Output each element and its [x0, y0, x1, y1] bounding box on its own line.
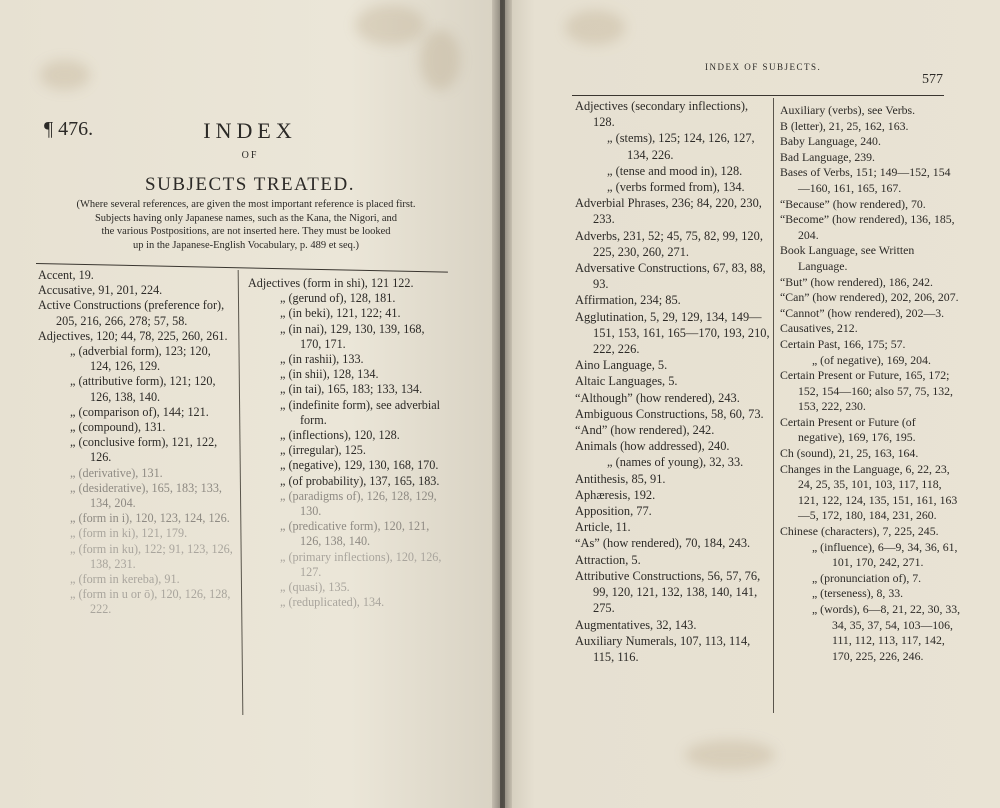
index-entry: „ (form in u or ō), 120, 126, 128, 222. [70, 587, 231, 617]
index-entry: Apposition, 77. [575, 504, 652, 519]
index-entry: „ (comparison of), 144; 121. [70, 404, 209, 419]
index-entry: Certain Past, 166, 175; 57. [780, 336, 906, 351]
note-line: Subjects having only Japanese names, such as the Kana, the Nigori, and [94, 212, 398, 224]
column-divider [238, 270, 244, 715]
index-entry: “And” (how rendered), 242. [575, 423, 715, 438]
index-entry: Augmentatives, 32, 143. [575, 617, 697, 632]
paper-stain [565, 10, 625, 45]
index-entry: Aphæresis, 192. [575, 487, 656, 502]
index-entry: Altaic Languages, 5. [575, 374, 678, 389]
index-entry: Attraction, 5. [575, 552, 641, 567]
index-entry: “Become” (how rendered), 136, 185, 204. [780, 212, 955, 242]
index-entry: „ (quasi), 135. [280, 580, 350, 595]
book-gutter [492, 0, 512, 808]
index-entry: “Although” (how rendered), 243. [575, 390, 740, 405]
index-entry: „ (in beki), 121, 122; 41. [280, 306, 401, 321]
index-entry: „ (compound), 131. [70, 420, 166, 435]
index-entry: „ (form in ki), 121, 179. [70, 526, 188, 541]
index-entry: “Cannot” (how rendered), 202—3. [780, 305, 945, 320]
note-line: up in the Japanese-English Vocabulary, p. 489 et seq.) [132, 239, 360, 251]
index-entry: „ (reduplicated), 134. [280, 595, 385, 610]
index-entry: Book Language, see Written Language. [780, 243, 915, 273]
index-entry: „ (tense and mood in), 128. [607, 163, 743, 178]
index-entry: „ (attributive form), 121; 120, 126, 138, 140. [70, 374, 216, 404]
note-line: (Where several references, are given the most important reference is placed first. [76, 199, 416, 210]
index-entry: „ (in rashii), 133. [280, 352, 364, 367]
index-entry: Chinese (characters), 7, 225, 245. [780, 524, 939, 539]
paper-stain [685, 740, 775, 770]
index-entry: Animals (how addressed), 240. [575, 439, 730, 454]
index-entry: Agglutination, 5, 29, 129, 134, 149—151, 153, 161, 165—170, 193, 210, 222, 226. [575, 309, 770, 357]
index-entry: Ch (sound), 21, 25, 163, 164. [780, 446, 919, 461]
index-entry: Active Constructions (preference for), 205, 216, 266, 278; 57, 58. [38, 298, 225, 328]
index-entry: Certain Present or Future (of negative), 169, 176, 195. [780, 414, 916, 445]
index-entry: B (letter), 21, 25, 162, 163. [780, 118, 909, 133]
index-entry: Adjectives (secondary inflections), 128. [575, 99, 749, 130]
page-number: 577 [922, 72, 943, 87]
index-entry: „ (influence), 6—9, 34, 36, 61, 101, 170, 242, 271. [812, 539, 958, 570]
index-entry: „ (terseness), 8, 33. [812, 586, 904, 601]
index-entry: “But” (how rendered), 186, 242. [780, 274, 933, 289]
index-entry: „ (predicative form), 120, 121, 126, 138, 140. [280, 519, 430, 549]
index-note [36, 198, 456, 252]
paper-stain [420, 30, 460, 90]
index-entry: „ (of negative), 169, 204. [812, 352, 931, 367]
index-entry: Changes in the Language, 6, 22, 23, 24, 25, 35, 101, 103, 117, 118, 121, 122, 124, 135, 151, 161, 163—5, 172, 180, 184, 231, 260. [780, 461, 958, 523]
paper-stain [355, 5, 425, 45]
note-line: the various Postpositions, are not inserted here. They must be looked [101, 226, 391, 237]
index-entry: „ (words), 6—8, 21, 22, 30, 33, 34, 35, 37, 54, 103—106, 111, 112, 113, 117, 142, 170, 225, 226, 246. [812, 602, 961, 663]
index-entry: „ (derivative), 131. [70, 465, 163, 480]
index-entry: Adverbs, 231, 52; 45, 75, 82, 99, 120, 225, 230, 260, 271. [575, 228, 763, 259]
index-entry: „ (conclusive form), 121, 122, 126. [70, 435, 218, 465]
index-column-right-2 [780, 103, 962, 664]
index-entry: „ (verbs formed from), 134. [607, 180, 745, 195]
page-title: INDEX [203, 118, 297, 143]
paper-stain [40, 60, 90, 90]
index-entry: „ (paradigms of), 126, 128, 129, 130. [280, 488, 437, 519]
index-entry: „ (form in ku), 122; 91, 123, 126, 138, 231. [70, 541, 233, 571]
section-mark: ¶ 476. [44, 118, 94, 140]
index-entry: „ (in shii), 128, 134. [280, 367, 379, 382]
index-entry: Aino Language, 5. [575, 358, 668, 373]
index-entry: „ (primary inflections), 120, 126, 127. [280, 549, 442, 579]
page-subtitle: SUBJECTS TREATED. [145, 174, 355, 195]
index-entry: Bases of Verbs, 151; 149—152, 154 —160, 161, 165, 167. [780, 165, 951, 195]
index-entry: „ (negative), 129, 130, 168, 170. [280, 458, 439, 473]
index-entry: „ (form in kereba), 91. [70, 572, 180, 587]
index-entry: Adverbial Phrases, 236; 84, 220, 230, 233. [575, 196, 762, 227]
index-column-right-1 [575, 98, 771, 665]
running-head: INDEX OF SUBJECTS. [705, 62, 822, 72]
index-entry: Certain Present or Future, 165, 172; 152, 154—160; also 57, 75, 132, 153, 222, 230. [780, 368, 953, 414]
index-entry: Article, 11. [575, 520, 631, 535]
index-entry: „ (desiderative), 165, 183; 133, 134, 204. [70, 480, 222, 511]
index-entry: Causatives, 212. [780, 321, 858, 336]
index-entry: “As” (how rendered), 70, 184, 243. [575, 536, 751, 551]
index-entry: Affirmation, 234; 85. [575, 293, 681, 308]
index-entry: “Can” (how rendered), 202, 206, 207. [780, 290, 959, 305]
index-entry: Antithesis, 85, 91. [575, 471, 666, 486]
index-entry: Baby Language, 240. [780, 134, 881, 149]
index-entry: „ (gerund of), 128, 181. [280, 291, 396, 306]
index-entry: „ (names of young), 32, 33. [607, 455, 744, 470]
index-entry: Adjectives, 120; 44, 78, 225, 260, 261. [38, 328, 228, 343]
index-entry: „ (irregular), 125. [280, 443, 366, 458]
horizontal-rule [572, 95, 944, 96]
index-entry: „ (indefinite form), see adverbial form. [280, 397, 441, 427]
index-entry: „ (in nai), 129, 130, 139, 168, 170, 171. [280, 321, 425, 351]
index-column-left-1 [38, 268, 234, 618]
index-entry: „ (inflections), 120, 128. [280, 428, 400, 443]
index-entry: Accusative, 91, 201, 224. [38, 283, 163, 298]
index-entry: Auxiliary Numerals, 107, 113, 114, 115, 116. [575, 633, 751, 664]
index-entry: „ (pronunciation of), 7. [812, 570, 922, 585]
index-entry: “Because” (how rendered), 70. [780, 196, 926, 211]
index-column-left-2 [248, 276, 448, 610]
index-entry: Adjectives (form in shi), 121 122. [248, 276, 414, 290]
index-entry: „ (adverbial form), 123; 120, 124, 126, 129. [70, 344, 211, 374]
column-divider [773, 98, 774, 713]
index-entry: Accent, 19. [38, 268, 94, 282]
index-entry: Bad Language, 239. [780, 149, 876, 164]
index-entry: Adversative Constructions, 67, 83, 88, 93. [575, 261, 766, 292]
index-entry: „ (form in i), 120, 123, 124, 126. [70, 511, 230, 526]
index-entry: Attributive Constructions, 56, 57, 76, 99, 120, 121, 132, 138, 140, 141, 275. [575, 568, 761, 616]
title-connector: OF [241, 150, 259, 161]
index-entry: „ (stems), 125; 124, 126, 127, 134, 226. [607, 131, 755, 162]
index-entry: Ambiguous Constructions, 58, 60, 73. [575, 406, 764, 421]
index-entry: Auxiliary (verbs), see Verbs. [780, 103, 916, 117]
index-entry: „ (of probability), 137, 165, 183. [280, 473, 440, 488]
index-entry: „ (in tai), 165, 183; 133, 134. [280, 382, 423, 397]
